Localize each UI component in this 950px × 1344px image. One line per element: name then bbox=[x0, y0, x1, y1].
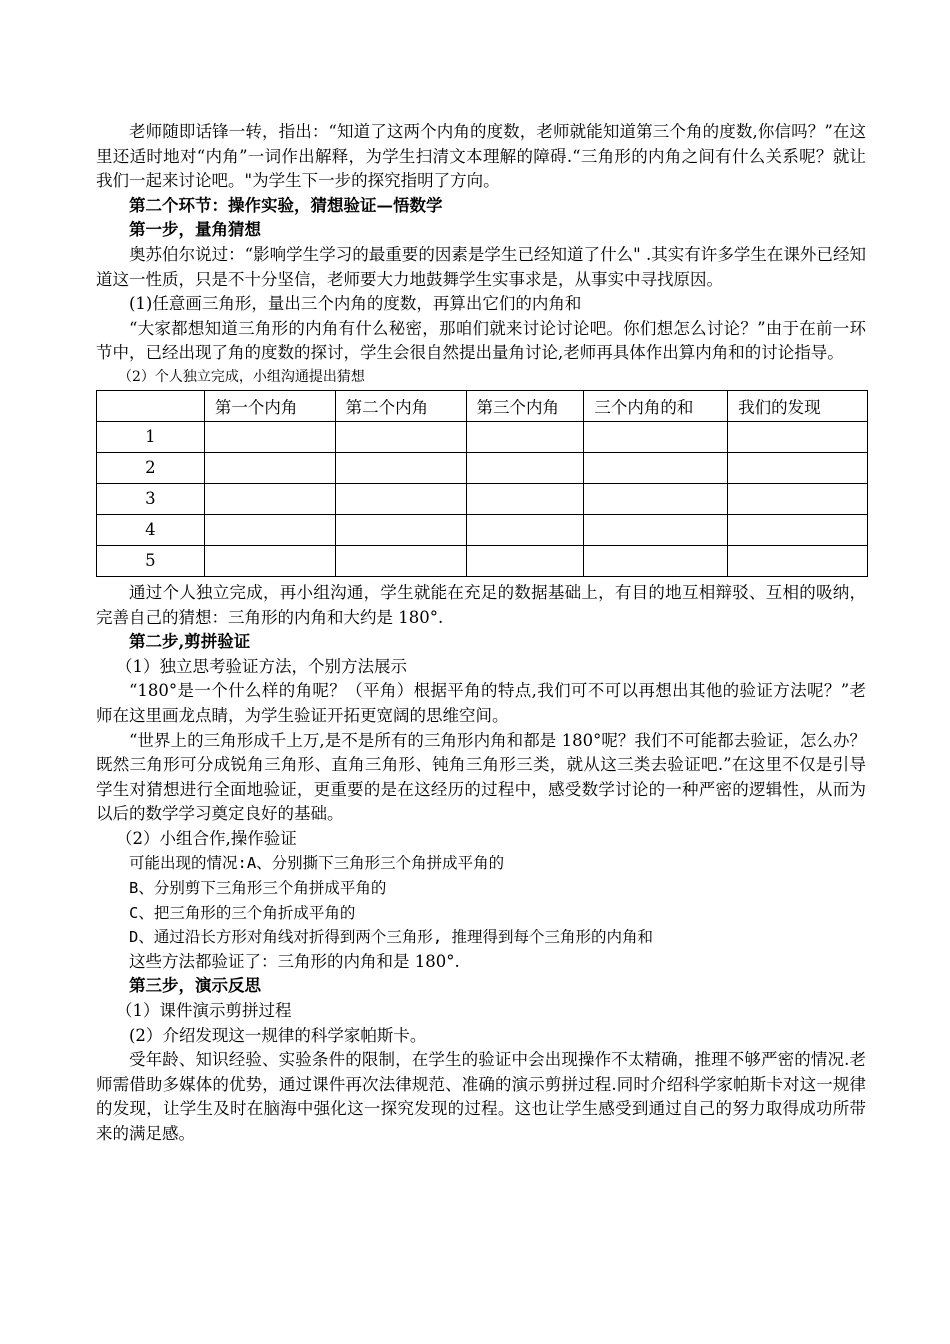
table-row bbox=[97, 452, 868, 483]
table-cell bbox=[584, 483, 728, 514]
paragraph-2: 奥苏伯尔说过：“影响学生学习的最重要的因素是学生已经知道了什么" .其实有许多学生在课外已经知道这一性质，只是不十分坚信，老师要大力地鼓舞学生实事求是，从事实中寻找原因。 bbox=[96, 244, 866, 289]
table-cell bbox=[728, 452, 868, 483]
paragraph-10: （2）小组合作,操作验证 bbox=[116, 828, 297, 848]
table-cell bbox=[728, 514, 868, 545]
table-row bbox=[97, 421, 868, 452]
table-cell bbox=[466, 545, 584, 576]
table-header-cell bbox=[97, 390, 205, 421]
row-number: 5 bbox=[97, 545, 205, 576]
paragraph-5: （2）个人独立完成，小组沟通提出猜想 bbox=[118, 368, 365, 385]
paragraph-6: 通过个人独立完成，再小组沟通，学生就能在充足的数据基础上，有目的地互相辩驳、互相的吸纳，完善自己的猜想：三角形的内角和大约是 180°. bbox=[96, 582, 866, 627]
table-cell bbox=[204, 452, 335, 483]
table-cell bbox=[584, 421, 728, 452]
angle-table bbox=[96, 390, 868, 577]
paragraph-11: 可能出现的情况:A、分别撕下三角形三个角拼成平角的 bbox=[129, 854, 505, 873]
step-2-heading: 第二步,剪拼验证 bbox=[129, 632, 251, 652]
paragraph-18: 受年龄、知识经验、实验条件的限制，在学生的验证中会出现操作不太精确，推理不够严密的情况.老师需借助多媒体的优势，通过课件再次法律规范、准确的演示剪拼过程.同时介绍科学家帕斯卡对这一规律的发现，让学生及时在脑海中强化这一探究发现的过程。这也让学生感受到通过自己的努力取得成功所带来的满足感。 bbox=[96, 1050, 866, 1143]
paragraph-7: （1）独立思考验证方法，个别方法展示 bbox=[116, 656, 407, 676]
table-header-cell: 我们的发现 bbox=[728, 390, 868, 421]
table-cell bbox=[335, 545, 466, 576]
table-cell bbox=[466, 483, 584, 514]
paragraph-9: “世界上的三角形成千上万,是不是所有的三角形内角和都是 180°呢？我们不可能都去验证，怎么办？既然三角形可分成锐角三角形、直角三角形、钝角三角形三类，就从这三类去验证吧.”在这里不仅是引导学生对猜想进行全面地验证，更重要的是在这经历的过程中，感受数学讨论的一种严密的逻辑性，从而为以后的数学学习奠定良好的基础。 bbox=[96, 730, 866, 824]
table-cell bbox=[584, 514, 728, 545]
table-cell bbox=[335, 483, 466, 514]
paragraph-13: C、把三角形的三个角折成平角的 bbox=[129, 903, 356, 922]
table-cell bbox=[466, 514, 584, 545]
table-header-cell: 第二个内角 bbox=[335, 390, 466, 421]
step-1-heading: 第一步，量角猜想 bbox=[129, 220, 261, 240]
paragraph-3: (1)任意画三角形，量出三个内角的度数，再算出它们的内角和 bbox=[129, 294, 582, 314]
table-cell bbox=[204, 483, 335, 514]
table-cell bbox=[204, 514, 335, 545]
table-cell bbox=[584, 452, 728, 483]
row-number: 2 bbox=[97, 452, 205, 483]
table-header-cell: 三个内角的和 bbox=[584, 390, 728, 421]
table-cell bbox=[728, 483, 868, 514]
paragraph-8: “180°是一个什么样的角呢？（平角）根据平角的特点,我们可不可以再想出其他的验证方法呢？”老师在这里画龙点睛，为学生验证开拓更宽阔的思维空间。 bbox=[96, 681, 866, 725]
paragraph-15: 这些方法都验证了：三角形的内角和是 180°. bbox=[129, 951, 460, 971]
section-heading-2: 第二个环节：操作实验，猜想验证—悟数学 bbox=[129, 195, 443, 215]
paragraph-4: “大家都想知道三角形的内角有什么秘密，那咱们就来讨论讨论吧。你们想怎么讨论？”由于在前一环节中，已经出现了角的度数的探讨，学生会很自然提出量角讨论,老师再具体作出算内角和的讨论指导。 bbox=[96, 318, 866, 363]
row-number: 1 bbox=[97, 421, 205, 452]
paragraph-1: 老师随即话锋一转，指出：“知道了这两个内角的度数，老师就能知道第三个角的度数,你信吗？”在这里还适时地对“内角”一词作出解释，为学生扫清文本理解的障碍.“三角形的内角之间有什么关系呢？就让我们一起来讨论吧。"为学生下一步的探究指明了方向。 bbox=[96, 122, 866, 191]
table-row bbox=[97, 545, 868, 576]
paragraph-14: D、通过沿长方形对角线对折得到两个三角形, 推理得到每个三角形的内角和 bbox=[129, 928, 653, 947]
table-cell bbox=[728, 421, 868, 452]
paragraph-12: B、分别剪下三角形三个角拼成平角的 bbox=[129, 879, 387, 898]
table-cell bbox=[335, 514, 466, 545]
paragraph-16: （1）课件演示剪拼过程 bbox=[116, 1001, 292, 1021]
table-cell bbox=[466, 421, 584, 452]
table-header-cell: 第三个内角 bbox=[466, 390, 584, 421]
table-cell bbox=[204, 421, 335, 452]
table-cell bbox=[204, 545, 335, 576]
table-cell bbox=[335, 452, 466, 483]
document-page bbox=[96, 120, 866, 1147]
table-row bbox=[97, 483, 868, 514]
table-cell bbox=[728, 545, 868, 576]
row-number: 3 bbox=[97, 483, 205, 514]
paragraph-17: (2）介绍发现这一规律的科学家帕斯卡。 bbox=[129, 1025, 427, 1045]
table-cell bbox=[335, 421, 466, 452]
row-number: 4 bbox=[97, 514, 205, 545]
table-header-cell: 第一个内角 bbox=[204, 390, 335, 421]
table-row bbox=[97, 514, 868, 545]
step-3-heading: 第三步，演示反思 bbox=[129, 976, 261, 996]
table-cell bbox=[466, 452, 584, 483]
table-header-row bbox=[97, 390, 868, 421]
table-cell bbox=[584, 545, 728, 576]
